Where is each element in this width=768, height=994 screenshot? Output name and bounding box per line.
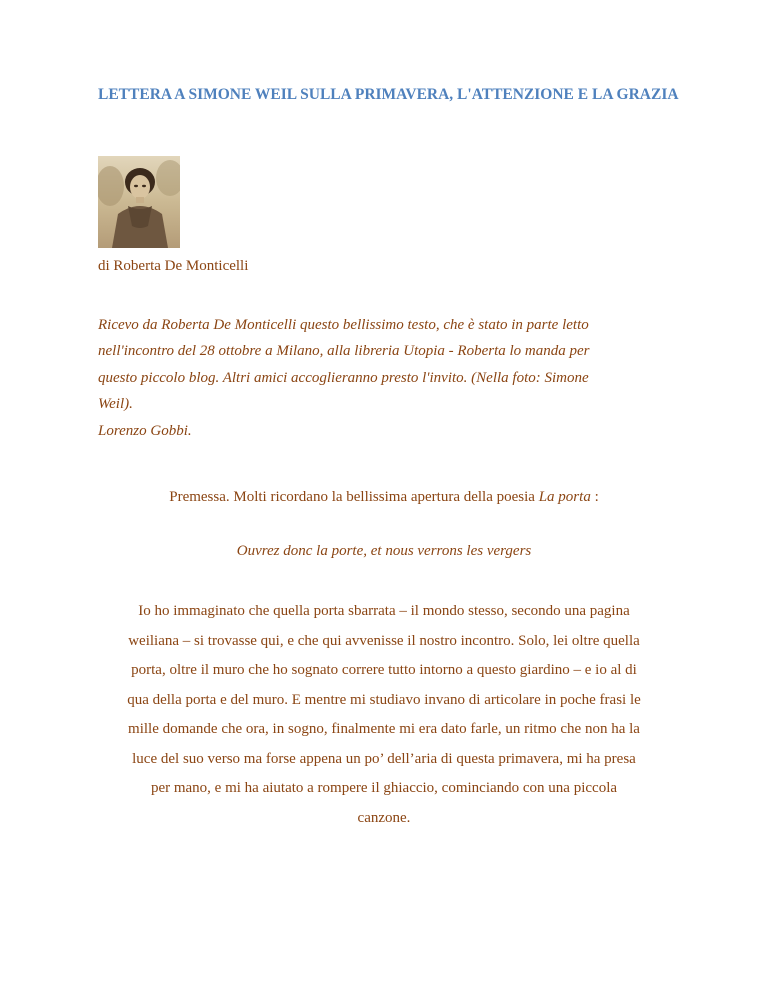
body-line: qua della porta e del muro. E mentre mi studiavo invano di articolare in poche frasi le xyxy=(127,691,641,708)
body-line: weiliana – si trovasse qui, e che qui avvenisse il nostro incontro. Solo, lei oltre quella xyxy=(128,632,640,649)
intro-signature: Lorenzo Gobbi. xyxy=(98,422,192,439)
body-line: canzone. xyxy=(357,809,411,826)
premessa-suffix: : xyxy=(590,489,599,505)
intro-line: questo piccolo blog. Altri amici accoglieranno presto l'invito. (Nella foto: Simone xyxy=(98,369,589,386)
intro-line: Weil). xyxy=(98,396,133,413)
premessa-line xyxy=(0,487,768,507)
intro-line: nell'incontro del 28 ottobre a Milano, alla libreria Utopia - Roberta lo manda per xyxy=(98,343,590,360)
portrait-image xyxy=(98,156,180,248)
body-line: mille domande che ora, in sogno, finalmente mi era dato farle, un ritmo che non ha la xyxy=(128,721,640,737)
body-line: luce del suo verso ma forse appena un po’ dell’aria di questa primavera, mi ha presa xyxy=(132,750,636,767)
author-byline: di Roberta De Monticelli xyxy=(98,258,249,274)
quoted-verse: Ouvrez donc la porte, et nous verrons les vergers xyxy=(236,543,532,559)
body-line: porta, oltre il muro che ho sognato correre tutto intorno a questo giardino – e io al di xyxy=(131,662,637,678)
simone-weil-photo xyxy=(98,156,180,248)
body-line: Io ho immaginato che quella porta sbarrata – il mondo stesso, secondo una pagina xyxy=(138,603,630,619)
poem-title: La porta xyxy=(538,489,591,505)
body-line: per mano, e mi ha aiutato a rompere il ghiaccio, cominciando con una piccola xyxy=(150,780,618,796)
intro-line: Ricevo da Roberta De Monticelli questo bellissimo testo, che è stato in parte letto xyxy=(98,317,589,333)
page-title: LETTERA A SIMONE WEIL SULLA PRIMAVERA, L'ATTENZIONE E LA GRAZIA xyxy=(98,86,679,103)
body-paragraph xyxy=(98,597,670,833)
intro-note xyxy=(98,312,678,444)
premessa-text: Premessa. Molti ricordano la bellissima apertura della poesia xyxy=(169,489,539,505)
